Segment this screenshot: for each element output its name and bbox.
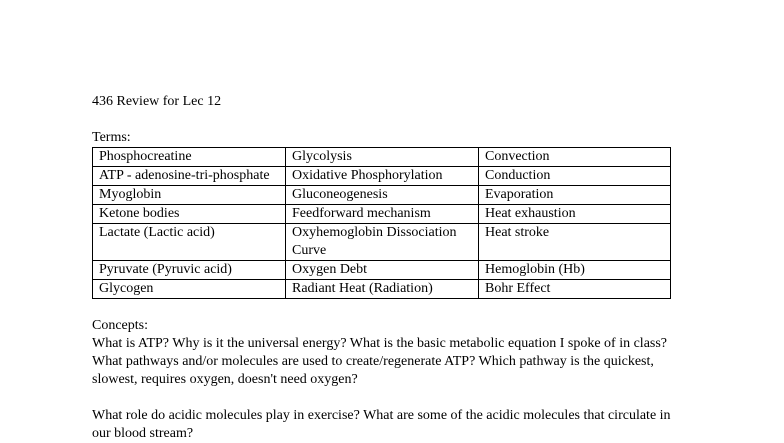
table-cell: Glycogen [93, 280, 286, 299]
table-cell: Ketone bodies [93, 205, 286, 224]
concepts-label: Concepts: [92, 318, 148, 333]
table-cell: Feedforward mechanism [286, 205, 479, 224]
table-row [93, 205, 671, 224]
page-title: 436 Review for Lec 12 [92, 94, 222, 109]
table-row [93, 261, 671, 280]
table-cell: Bohr Effect [479, 280, 671, 299]
table-cell: Radiant Heat (Radiation) [286, 280, 479, 299]
spacer [92, 389, 692, 407]
table-row [93, 167, 671, 186]
table-cell: Glycolysis [286, 148, 479, 167]
table-cell: Hemoglobin (Hb) [479, 261, 671, 280]
table-cell: Conduction [479, 167, 671, 186]
terms-table [92, 147, 671, 299]
table-cell: Heat exhaustion [479, 205, 671, 224]
table-row [93, 280, 671, 299]
concept-paragraph-atp: What is ATP? Why is it the universal energy? What is the basic metabolic equation I spoke of in class? What pathways and/or molecules are used to create/regenerate ATP? Which pathway is the quickest, slowest, requires oxygen, doesn't need oxygen? [92, 336, 668, 387]
table-cell: Gluconeogenesis [286, 186, 479, 205]
table-cell: Oxidative Phosphorylation [286, 167, 479, 186]
table-cell: Pyruvate (Pyruvic acid) [93, 261, 286, 280]
terms-label: Terms: [92, 130, 131, 145]
table-cell: Phosphocreatine [93, 148, 286, 167]
table-cell: ATP - adenosine-tri-phosphate [93, 167, 286, 186]
table-row [93, 148, 671, 167]
table-cell: Convection [479, 148, 671, 167]
table-row [93, 224, 671, 261]
table-cell: Evaporation [479, 186, 671, 205]
document-body [92, 93, 692, 443]
table-cell: Lactate (Lactic acid) [93, 224, 286, 261]
spacer [92, 111, 692, 129]
table-row [93, 186, 671, 205]
table-cell: Heat stroke [479, 224, 671, 261]
concept-paragraph-acidic: What role do acidic molecules play in exercise? What are some of the acidic molecules that circulate in our blood stream? [92, 408, 671, 441]
table-cell: Oxygen Debt [286, 261, 479, 280]
table-cell: Oxyhemoglobin Dissociation Curve [286, 224, 479, 261]
table-cell: Myoglobin [93, 186, 286, 205]
